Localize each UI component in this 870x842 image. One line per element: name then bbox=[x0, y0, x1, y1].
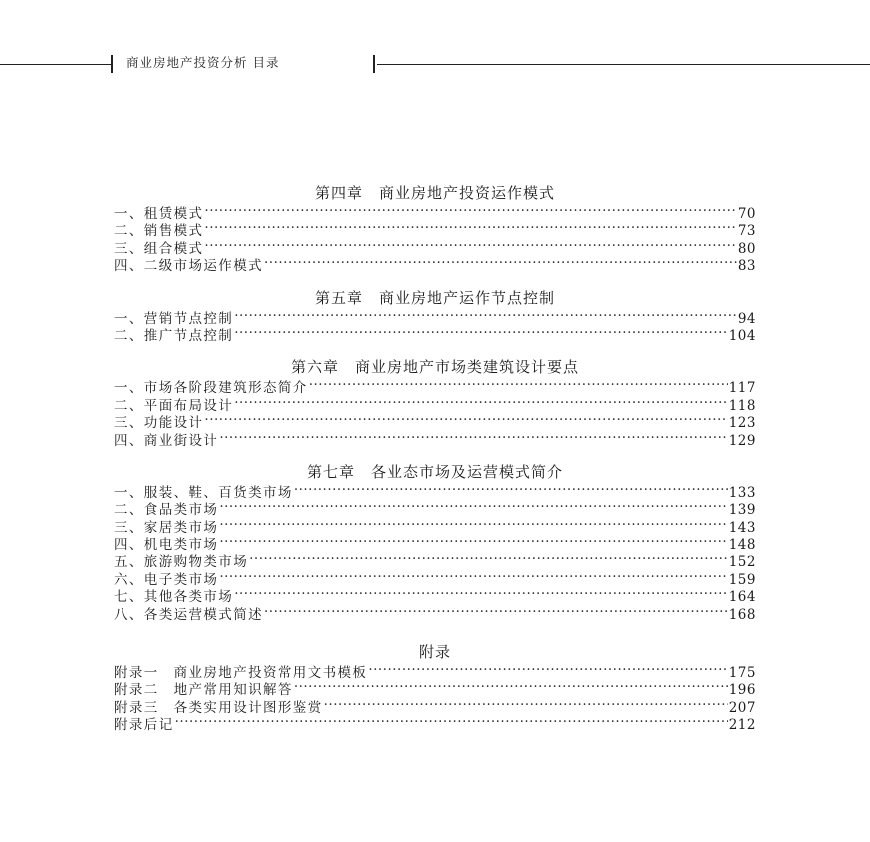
leader-dots bbox=[294, 679, 728, 696]
chapter-title: 第四章 商业房地产投资运作模式 bbox=[314, 184, 555, 202]
page-number: 80 bbox=[737, 240, 756, 257]
entry-label: 六、电子类市场 bbox=[114, 571, 219, 588]
page-number: 207 bbox=[728, 699, 756, 716]
entry-label: 八、各类运营模式简述 bbox=[114, 606, 263, 623]
page-number: 118 bbox=[728, 397, 756, 414]
entry-label: 三、组合模式 bbox=[114, 240, 204, 257]
leader-dots bbox=[175, 714, 728, 731]
page-number: 159 bbox=[728, 571, 756, 588]
header-tick-left bbox=[111, 55, 113, 73]
leader-dots bbox=[234, 395, 728, 412]
table-of-contents bbox=[114, 182, 756, 735]
entry-label: 四、商业街设计 bbox=[114, 432, 219, 449]
page-number: 123 bbox=[728, 415, 756, 432]
leader-dots bbox=[219, 517, 727, 534]
entry-label: 附录一 商业房地产投资常用文书模板 bbox=[114, 665, 368, 682]
chapter-5 bbox=[114, 287, 756, 346]
chapter-title: 第五章 商业房地产运作节点控制 bbox=[314, 288, 555, 307]
chapter-6 bbox=[114, 356, 756, 450]
chapter-7 bbox=[114, 461, 756, 624]
leader-dots bbox=[234, 586, 728, 603]
header-tick-right bbox=[373, 55, 375, 73]
entry-label: 附录三 各类实用设计图形鉴赏 bbox=[114, 699, 323, 716]
entry-label: 二、平面布局设计 bbox=[114, 397, 234, 414]
page-number: 104 bbox=[728, 327, 756, 344]
leader-dots bbox=[219, 534, 727, 551]
page-number: 152 bbox=[728, 554, 756, 571]
page-number: 196 bbox=[728, 682, 756, 699]
page-number: 133 bbox=[728, 484, 756, 501]
entry-label: 一、营销节点控制 bbox=[114, 310, 234, 327]
chapter-title: 第六章 商业房地产市场类建筑设计要点 bbox=[290, 358, 579, 377]
entry-label: 四、二级市场运作模式 bbox=[114, 258, 263, 275]
entry-label: 七、其他各类市场 bbox=[114, 589, 234, 606]
entry-label: 五、旅游购物类市场 bbox=[114, 554, 249, 571]
leader-dots bbox=[264, 255, 737, 272]
leader-dots bbox=[324, 697, 728, 714]
entry-label: 一、租赁模式 bbox=[114, 206, 204, 222]
page-number: 143 bbox=[728, 519, 756, 536]
page-number: 94 bbox=[737, 310, 756, 327]
toc-entry[interactable] bbox=[114, 258, 756, 275]
page-number: 148 bbox=[728, 537, 756, 554]
entry-label: 一、市场各阶段建筑形态简介 bbox=[114, 380, 308, 397]
leader-dots bbox=[219, 499, 727, 516]
entry-label: 附录后记 bbox=[114, 717, 174, 734]
entry-label: 二、销售模式 bbox=[114, 223, 204, 240]
page-number: 164 bbox=[728, 589, 756, 606]
chapter-title: 附录 bbox=[418, 643, 451, 662]
chapter-4 bbox=[114, 182, 756, 276]
page-number: 168 bbox=[728, 606, 756, 623]
chapter-title: 第七章 各业态市场及运营模式简介 bbox=[306, 462, 563, 481]
entry-label: 四、机电类市场 bbox=[114, 537, 219, 554]
page-number: 73 bbox=[737, 223, 756, 240]
page-number: 70 bbox=[737, 206, 756, 222]
page-number: 175 bbox=[728, 665, 756, 682]
leader-dots bbox=[204, 203, 736, 220]
leader-dots bbox=[294, 482, 728, 499]
toc-entry[interactable] bbox=[114, 433, 756, 450]
entry-label: 三、家居类市场 bbox=[114, 519, 219, 536]
header-rule-left bbox=[0, 64, 111, 65]
leader-dots bbox=[264, 604, 728, 621]
toc-entry[interactable] bbox=[114, 717, 756, 734]
page-number: 117 bbox=[728, 380, 756, 397]
page-number: 139 bbox=[728, 502, 756, 519]
leader-dots bbox=[204, 238, 736, 255]
entry-label: 三、功能设计 bbox=[114, 415, 204, 432]
leader-dots bbox=[204, 412, 727, 429]
toc-entry[interactable] bbox=[114, 607, 756, 624]
appendix bbox=[114, 641, 756, 735]
toc-entry[interactable] bbox=[114, 328, 756, 345]
leader-dots bbox=[204, 220, 736, 237]
leader-dots bbox=[234, 308, 737, 325]
entry-label: 一、服装、鞋、百货类市场 bbox=[114, 484, 293, 501]
entry-label: 二、食品类市场 bbox=[114, 502, 219, 519]
header-rule-right bbox=[377, 64, 870, 65]
running-header: 商业房地产投资分析 目录 bbox=[126, 55, 280, 70]
leader-dots bbox=[309, 377, 728, 394]
leader-dots bbox=[249, 551, 728, 568]
page-number: 129 bbox=[728, 432, 756, 449]
entry-label: 附录二 地产常用知识解答 bbox=[114, 682, 293, 699]
page-number: 212 bbox=[728, 717, 756, 734]
leader-dots bbox=[234, 325, 728, 342]
leader-dots bbox=[219, 430, 727, 447]
page-number: 83 bbox=[737, 258, 756, 275]
leader-dots bbox=[368, 662, 727, 679]
entry-label: 二、推广节点控制 bbox=[114, 327, 234, 344]
leader-dots bbox=[219, 569, 727, 586]
